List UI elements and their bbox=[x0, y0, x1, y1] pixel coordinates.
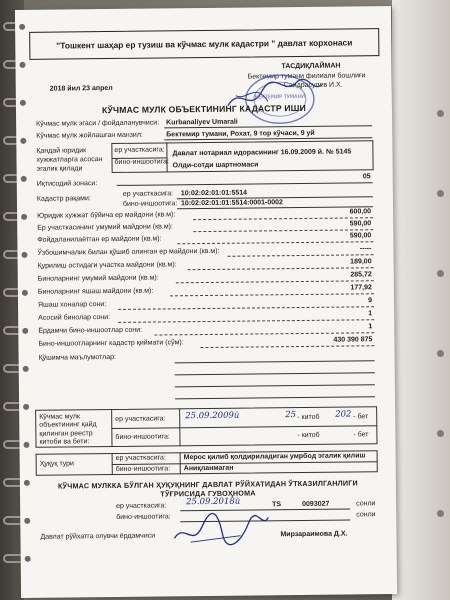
paper-hole bbox=[19, 24, 25, 30]
underline bbox=[117, 182, 373, 186]
paper-hole bbox=[22, 290, 28, 296]
certificate-count-label: сонли bbox=[356, 500, 376, 508]
row-label: Асосий бинолар сони: bbox=[38, 314, 111, 322]
cadastre-land-label: ер участкасига: bbox=[122, 190, 174, 198]
row-leader bbox=[177, 241, 373, 244]
certificate-building-count-label: сонли bbox=[356, 511, 376, 519]
punch-hole bbox=[437, 510, 444, 517]
right-type-building-value: Аниқланмаган bbox=[183, 464, 234, 473]
approver-position: Бектемир тумани филиали бошлиғи bbox=[247, 72, 366, 81]
document-title: КЎЧМАС МУЛК ОБЪЕКТИНИНГ КАДАСТР ИШИ bbox=[101, 102, 306, 116]
organization-header bbox=[29, 28, 379, 60]
row-value: 1 bbox=[368, 323, 373, 331]
stamp-text: БЕКТЕМИР ТУМАНИ bbox=[254, 93, 306, 101]
row-leader bbox=[188, 267, 374, 270]
paper-hole bbox=[23, 366, 29, 372]
paper-hole bbox=[19, 62, 25, 68]
row-label: Ёрдамчи бино-иншоотлар сони: bbox=[38, 326, 143, 335]
address-value: Бектемир тумани, Рохат, 9 тор кўчаси, 9 уй bbox=[166, 129, 315, 139]
row-value: 590,00 bbox=[349, 220, 372, 228]
right-type-building-label: бино-иншоотига: bbox=[115, 465, 171, 473]
punch-hole bbox=[437, 430, 444, 437]
row-label: Ер участкасининг умумий майдони (кв.м): bbox=[37, 223, 173, 232]
registrar-name: Мирзараимова Д.Х. bbox=[280, 530, 348, 539]
row-leader bbox=[170, 293, 374, 296]
paper-hole bbox=[23, 442, 29, 448]
basis-land-value: Давлат нотариал идорасининг 16.09.2009 й. № 5145 bbox=[172, 148, 352, 158]
zone-value: 05 bbox=[362, 173, 371, 181]
certificate-building-label: бино-иншоотига: bbox=[116, 513, 171, 521]
owner-label: Кўчмас мулк эгаси / фойдаланувчиси: bbox=[36, 119, 160, 128]
row-value: 177,92 bbox=[350, 284, 372, 292]
row-label: Ўзбошимчалик билан қўшиб олинган ер майдони (кв.м): bbox=[37, 247, 220, 257]
row-value: 590,00 bbox=[349, 232, 372, 240]
row-label: Юридик хужжат бўйича ер майдони (кв.м): bbox=[37, 211, 176, 220]
owner-value: Kurbanaliyev Umarali bbox=[166, 118, 238, 127]
punch-hole bbox=[437, 270, 444, 277]
notes-line bbox=[175, 396, 375, 399]
row-label: Биноларнинг умумий майдони (кв.м): bbox=[37, 274, 159, 283]
certificate-title-line2: ТЎҒРИСИДА ГУВОҲНОМА bbox=[160, 488, 256, 499]
notes-label: Қўшимча маълумотлар: bbox=[38, 353, 117, 362]
certificate-series: TS bbox=[272, 501, 282, 509]
row-leader bbox=[228, 254, 374, 257]
address-label: Кўчмас мулк жойлашган манзил: bbox=[36, 131, 143, 140]
paper-hole bbox=[22, 328, 28, 334]
row-value: ----- bbox=[359, 245, 372, 253]
basis-label: Қандай юридик хужжатларга асосан эгалик қилади bbox=[36, 147, 103, 173]
paper-hole bbox=[21, 252, 27, 258]
paper-hole bbox=[21, 176, 27, 182]
cadastre-building-value: 10:02:02:01:01:5514:0001-0002 bbox=[180, 199, 283, 208]
basis-building-value: Олди-сотди шартномаси bbox=[172, 161, 259, 170]
row-label: Фойдаланилаётган ер майдони (кв.м): bbox=[37, 235, 162, 244]
cadastre-label: Кадастр рақами: bbox=[36, 195, 91, 203]
organization-name: "Тошкент шаҳар ер тузиш ва кўчмас мулк кадастри " давлат корхонаси bbox=[56, 37, 353, 51]
row-value: 1 bbox=[368, 310, 373, 318]
row-label: Яшаш хоналар сони: bbox=[37, 301, 107, 309]
certificate-number: 0093027 bbox=[302, 500, 330, 509]
paper-hole bbox=[25, 556, 31, 562]
right-type-land-value: Мерос қилиб қолдириладиган умрбод эгалик қилиш bbox=[183, 452, 366, 462]
registry-building-page-suffix: - бет bbox=[353, 431, 369, 439]
punch-hole bbox=[437, 190, 444, 197]
paper-hole bbox=[21, 214, 27, 220]
registry-building-label: бино-иншоотига: bbox=[115, 433, 170, 441]
basis-building-label: бино-иншоотига: bbox=[114, 158, 169, 166]
paper-hole bbox=[24, 518, 30, 524]
punch-hole bbox=[437, 110, 444, 117]
cadastre-land-value: 10:02:02:01:01:5514 bbox=[180, 189, 248, 198]
row-label: Қурилиш остидаги участка майдони (кв.м): bbox=[37, 261, 177, 270]
document-page bbox=[15, 6, 397, 598]
basis-land-label: ер участкасига: bbox=[114, 146, 165, 154]
certificate-title-line1: КЎЧМАС МУЛККА БЎЛГАН ҲУҚУҚНИНГ ДАВЛАТ РЎЙХАТИДАН ЎТКАЗИЛГАНЛИГИ bbox=[57, 478, 358, 491]
certificate-land-date: 25.09.2018й bbox=[186, 496, 241, 508]
row-value: 189,00 bbox=[350, 258, 372, 266]
registry-book-suffix: - китоб bbox=[297, 413, 320, 422]
approved-label: ТАСДИҚЛАЙМАН bbox=[281, 62, 341, 71]
certificate-land-label: ер участкасига: bbox=[116, 502, 167, 510]
right-type-land-label: ер участкасига: bbox=[115, 454, 166, 462]
notes-line bbox=[175, 372, 375, 375]
notes-line bbox=[175, 360, 375, 363]
notes-line bbox=[175, 384, 375, 387]
row-leader bbox=[118, 306, 374, 310]
registry-page-number: 202 bbox=[335, 409, 352, 420]
registrar-label: Давлат рўйхатга олувчи ёрдамчиси bbox=[40, 532, 156, 541]
row-value: 9 bbox=[368, 297, 373, 305]
registry-book-number: 25 bbox=[285, 410, 297, 421]
paper-hole bbox=[20, 138, 26, 144]
row-label: Бино-иншоотларнинг кадастр қиймати (сўм): bbox=[38, 339, 184, 348]
registry-page-suffix: - бет bbox=[353, 413, 369, 421]
registry-land-label: ер участкасига: bbox=[115, 415, 166, 423]
approval-date: 2018 йил 23 апрел bbox=[49, 84, 113, 93]
row-value: 600,00 bbox=[349, 208, 372, 216]
row-leader bbox=[118, 319, 374, 323]
row-value: 430 390 875 bbox=[333, 336, 373, 344]
row-value: 285,72 bbox=[350, 271, 372, 279]
registry-label: Кўчмас мулк объектининг қайд қилинган реестр китоби ва бети: bbox=[39, 413, 97, 446]
approver-name: Саидрасулев И.Х. bbox=[283, 81, 343, 90]
row-leader bbox=[176, 280, 374, 283]
registry-building-book-suffix: - китоб bbox=[297, 431, 320, 440]
row-label: Биноларнинг яшаш майдони (кв.м): bbox=[37, 287, 154, 296]
paper-hole bbox=[23, 404, 29, 410]
registrar-signature bbox=[170, 503, 271, 554]
registry-land-date: 25.09.2009й bbox=[185, 410, 240, 422]
zone-label: Иқтисодий зонаси: bbox=[36, 180, 98, 188]
right-type-label: Ҳуқуқ тури bbox=[39, 460, 74, 468]
row-leader bbox=[200, 345, 374, 348]
cadastre-building-label: бино-иншоотига: bbox=[122, 200, 178, 208]
punch-hole bbox=[437, 350, 444, 357]
row-leader bbox=[154, 332, 374, 335]
